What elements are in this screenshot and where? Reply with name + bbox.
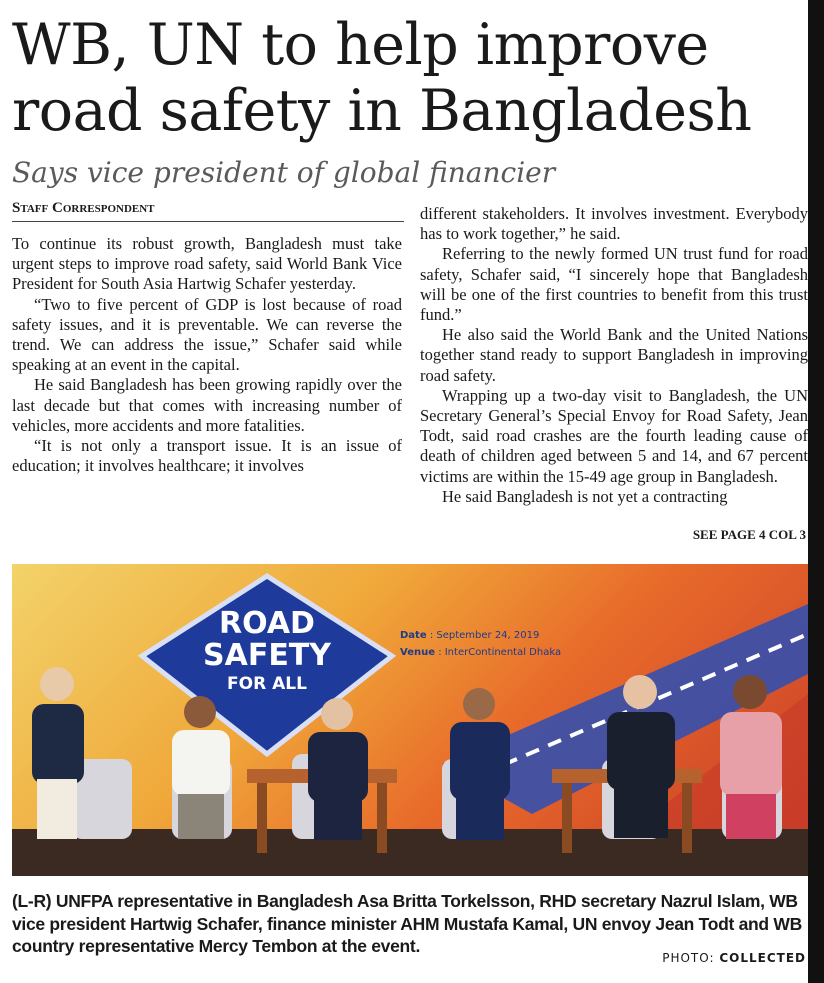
paragraph: Wrapping up a two-day visit to Bangladesh, the UN Secretary General’s Special Envoy for Road Safety, Jean Todt, said road crashes are the fourth leading cause of death of children aged between 5 and 14, and 67 percent victims are within the 15-49 age group in Bangladesh. — [420, 385, 808, 486]
event-venue — [400, 647, 561, 658]
venue-value: : InterContinental Dhaka — [438, 647, 562, 658]
paragraph: To continue its robust growth, Bangladesh must take urgent steps to improve road safety, said World Bank Vice President for South Asia Hartwig Schafer yesterday. — [12, 234, 402, 294]
banner-line-road: ROAD — [219, 606, 315, 641]
person-1 — [32, 667, 84, 839]
person-3 — [308, 698, 368, 840]
event-date — [400, 630, 539, 641]
jump-reference: SEE PAGE 4 COL 3 — [692, 527, 806, 542]
banner-line-for-all: FOR ALL — [227, 674, 307, 694]
event-photo — [12, 564, 808, 876]
paragraph: Referring to the newly formed UN trust fund for road safety, Schafer said, “I sincerely hope that Bangladesh will be one of the first countries to benefit from this trust fund.” — [420, 244, 808, 325]
page-edge-bar — [808, 0, 824, 983]
byline: Staff Correspondent — [12, 199, 404, 222]
photo-illustration — [12, 564, 808, 876]
article-column-1 — [12, 234, 402, 476]
paragraph: He said Bangladesh has been growing rapidly over the last decade but that comes with increasing number of vehicles, more accidents and more fatalities. — [12, 375, 402, 435]
date-value: : September 24, 2019 — [429, 630, 540, 641]
date-label: Date — [400, 630, 427, 641]
table-leg — [257, 783, 267, 853]
paragraph: different stakeholders. It involves investment. Everybody has to work together,” he said. — [420, 204, 808, 244]
venue-label: Venue — [400, 647, 435, 658]
article-column-2 — [420, 204, 808, 507]
paragraph: “It is not only a transport issue. It is an issue of education; it involves healthcare; it involves — [12, 436, 402, 476]
paragraph: He also said the World Bank and the United Nations together stand ready to support Bangladesh in improving road safety. — [420, 325, 808, 385]
subhead: Says vice president of global financier — [12, 156, 556, 189]
credit-prefix: PHOTO: — [662, 951, 720, 965]
paragraph: “Two to five percent of GDP is lost because of road safety issues, and it is preventable. We can reverse the trend. We can address the issue,” Schafer said while speaking at an event in the capital. — [12, 294, 402, 375]
person-4 — [450, 688, 510, 840]
credit-source: COLLECTED — [719, 951, 806, 965]
banner-line-safety: SAFETY — [203, 638, 331, 673]
table-leg — [562, 783, 572, 853]
paragraph: He said Bangladesh is not yet a contracting — [442, 486, 728, 506]
photo-caption: (L-R) UNFPA representative in Bangladesh Asa Britta Torkelsson, RHD secretary Nazrul Islam, WB vice president Hartwig Schafer, finance minister AHM Mustafa Kamal, UN envoy Jean Todt and WB country representative Mercy Tembon at the event. — [12, 891, 802, 956]
table-leg — [377, 783, 387, 853]
photo-credit — [662, 951, 806, 965]
table-leg — [682, 783, 692, 853]
headline: WB, UN to help improve road safety in Bangladesh — [12, 12, 752, 144]
